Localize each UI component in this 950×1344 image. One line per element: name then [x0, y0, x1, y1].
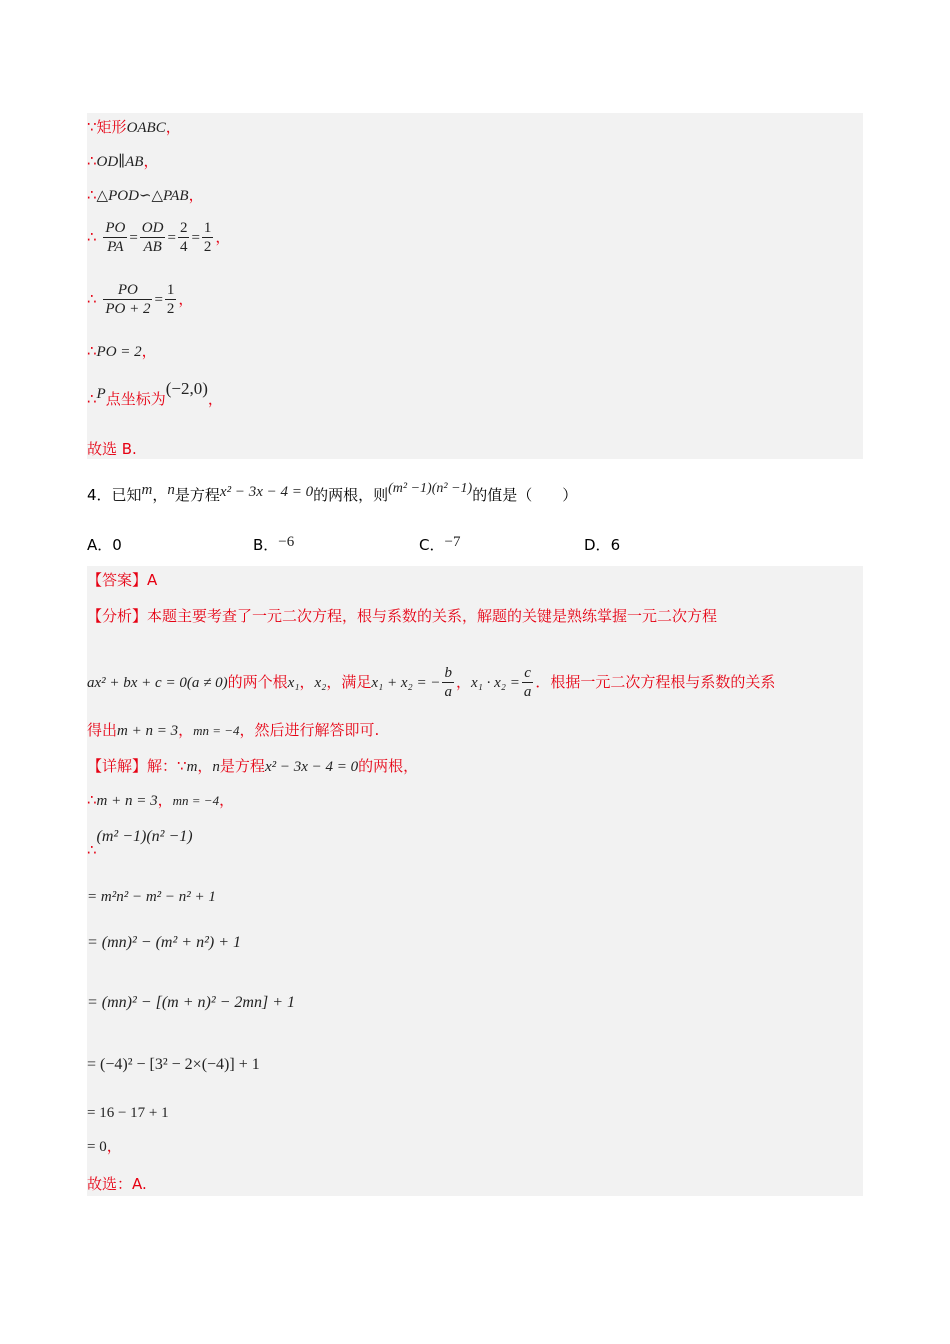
therefore-symbol: ∴	[87, 841, 97, 859]
option-value: −7	[444, 534, 461, 550]
text: 矩形	[96, 118, 127, 136]
analysis-line-1	[87, 606, 717, 626]
math: (m² −1)(n² −1)	[96, 828, 193, 845]
math: m + n = 3	[117, 723, 179, 739]
answer: 【答案】A	[87, 571, 158, 589]
detail-title: 【详解】	[87, 757, 148, 775]
step-5	[87, 1102, 169, 1123]
math: mn = −4	[193, 723, 240, 738]
punct: ，	[106, 1137, 122, 1155]
option-a[interactable]	[87, 534, 122, 555]
punct: ，	[219, 791, 235, 809]
analysis-line-3	[87, 720, 379, 741]
step-4	[87, 1054, 260, 1075]
math: n	[167, 482, 175, 498]
fraction: $\frac{PO}{PO + 2}$	[105, 282, 151, 317]
math: x₁	[287, 675, 300, 691]
math: n	[212, 759, 220, 775]
text: 的两个根	[227, 673, 288, 691]
punct: ，	[141, 342, 157, 360]
fraction: $\frac{1}{2}$	[203, 220, 212, 255]
text: 本题主要考查了一元二次方程，根与系数的关系，解题的关键是熟练掌握一元二次方程	[147, 607, 718, 625]
option-label: A．	[87, 536, 113, 554]
line-ratio-equation	[87, 281, 193, 318]
text: ，然后进行解答即可.	[239, 721, 380, 739]
punct: ，	[207, 390, 223, 408]
equals: =	[129, 230, 138, 246]
math: P	[96, 386, 106, 402]
line-po-value	[87, 341, 157, 362]
question-4	[87, 481, 578, 508]
therefore-symbol: ∴	[87, 390, 97, 408]
text: 故选：A.	[87, 1175, 147, 1193]
text: 故选 B.	[87, 440, 137, 458]
equals: =	[167, 230, 176, 246]
answer-line	[87, 570, 157, 590]
option-label: C．	[419, 536, 445, 554]
detail-line-1	[87, 756, 418, 777]
text: 是方程	[219, 757, 265, 775]
math: △POD∽△PAB	[96, 188, 189, 204]
detail-line-2	[87, 790, 234, 811]
step-1	[87, 886, 216, 907]
punct: ，	[197, 757, 213, 775]
math: = m²n² − m² − n² + 1	[87, 889, 216, 905]
final-choice	[87, 1174, 147, 1194]
step-2	[87, 932, 241, 953]
math: m	[186, 759, 198, 775]
equals: =	[154, 292, 163, 308]
line-point-coord	[87, 379, 223, 410]
line-parallel	[87, 151, 158, 172]
option-label: D．	[584, 536, 611, 554]
fraction: $\frac{c}{a}$	[523, 665, 532, 700]
solution-block-previous	[87, 113, 863, 459]
text: 是方程	[174, 486, 220, 504]
analysis-line-2	[87, 664, 775, 701]
therefore-symbol: ∴	[87, 290, 97, 308]
equals: =	[191, 230, 200, 246]
line-similar	[87, 185, 204, 206]
math: x₁ + x₂ = −	[371, 675, 441, 691]
option-value: −6	[278, 534, 295, 550]
analysis-title: 【分析】	[87, 607, 148, 625]
fraction: $\frac{2}{4}$	[179, 220, 188, 255]
punct: ，	[157, 791, 173, 809]
text: 的值是（ ）	[472, 486, 578, 504]
therefore-symbol: ∴	[87, 186, 97, 204]
punct: ，	[188, 186, 204, 204]
punct: ，	[299, 673, 315, 691]
question-number: 4．已知	[87, 486, 142, 504]
text: 的两根，	[358, 757, 419, 775]
math: x₂	[314, 675, 327, 691]
math: (m² −1)(n² −1)	[388, 481, 473, 496]
math: (−2,0)	[165, 379, 208, 398]
therefore-symbol: ∴	[87, 228, 97, 246]
math: = 0	[87, 1139, 107, 1155]
text: 得出	[87, 721, 118, 739]
math: OABC	[126, 120, 166, 136]
option-value: 6	[610, 536, 621, 554]
fraction: $\frac{b}{a}$	[444, 665, 452, 700]
option-label: B．	[253, 536, 279, 554]
line-ratio	[87, 219, 230, 256]
punct: ，	[143, 152, 159, 170]
fraction: $\frac{1}{2}$	[166, 282, 175, 317]
text: 的两根，则	[313, 486, 389, 504]
math: = (−4)² − [3² − 2×(−4)] + 1	[87, 1056, 260, 1073]
option-d[interactable]	[584, 534, 620, 555]
math: x² − 3x − 4 = 0	[219, 484, 314, 500]
punct: ，	[455, 673, 471, 691]
punct: ，	[165, 118, 181, 136]
punct: ，	[178, 290, 194, 308]
solution-block-q4	[87, 566, 863, 1196]
math: PO = 2	[96, 344, 142, 360]
text: ．根据一元二次方程根与系数的关系	[535, 673, 776, 691]
math: = 16 − 17 + 1	[87, 1105, 169, 1121]
therefore-symbol: ∴	[87, 152, 97, 170]
math: x² − 3x − 4 = 0	[264, 759, 359, 775]
math: = (mn)² − [(m + n)² − 2mn] + 1	[87, 994, 296, 1011]
punct: ，	[215, 228, 231, 246]
line-choose-b	[87, 439, 137, 459]
line-rect-given	[87, 117, 181, 138]
math: m + n = 3	[96, 793, 158, 809]
text: 解：∵	[147, 757, 187, 775]
math: = (mn)² − (m² + n²) + 1	[87, 934, 241, 951]
math: x₁ · x₂ =	[471, 675, 520, 691]
fraction: $\frac{OD}{AB}$	[141, 220, 164, 255]
math: ax² + bx + c = 0(a ≠ 0)	[87, 675, 228, 691]
punct: ，	[152, 486, 168, 504]
math: OD∥AB	[96, 154, 144, 170]
text: 点坐标为	[105, 390, 166, 408]
option-c[interactable]	[419, 534, 460, 555]
option-b[interactable]	[253, 534, 294, 555]
option-value: 0	[112, 536, 122, 554]
because-symbol: ∵	[87, 118, 97, 136]
detail-line-3	[87, 826, 193, 859]
therefore-symbol: ∴	[87, 342, 97, 360]
math: mn = −4	[172, 793, 220, 808]
fraction: $\frac{PO}{PA}$	[105, 220, 126, 255]
text: ，满足	[326, 673, 372, 691]
math: m	[141, 482, 153, 498]
therefore-symbol: ∴	[87, 791, 97, 809]
punct: ，	[178, 721, 194, 739]
step-3	[87, 992, 295, 1013]
step-6	[87, 1136, 122, 1157]
